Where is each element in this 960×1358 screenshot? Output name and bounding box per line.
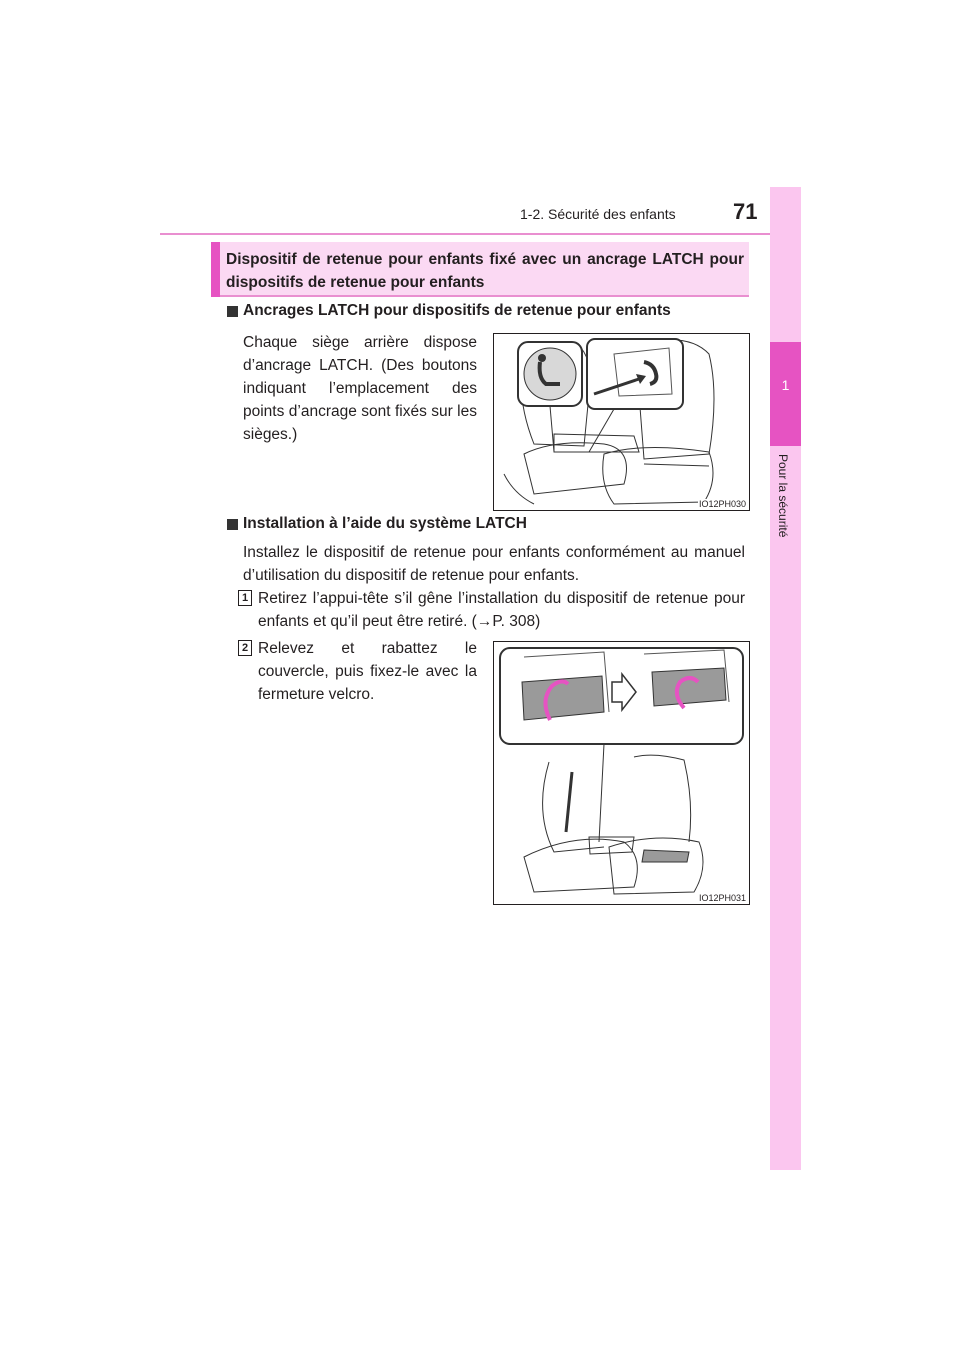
header-section-title: 1-2. Sécurité des enfants <box>520 206 676 222</box>
chapter-tab-marker <box>770 342 801 446</box>
header-divider <box>160 233 800 235</box>
step-text: Relevez et rabattez le couvercle, puis fixez-le avec la fermeture velcro. <box>258 640 477 703</box>
installation-intro: Installez le dispositif de retenue pour enfants conformément au manuel d’utilisation du dispositif de retenue pour enfants. <box>243 544 745 584</box>
chapter-number: 1 <box>781 377 790 393</box>
chapter-title: Pour la sécurité <box>776 454 790 538</box>
latch-anchor-figure <box>493 333 750 511</box>
step-text: Retirez l’appui-tête s’il gêne l’installation du dispositif de retenue pour enfants et qu’il peut être retiré. (→P. 308) <box>258 590 745 630</box>
section-title-bar <box>211 242 220 297</box>
page-number: 71 <box>733 199 758 224</box>
chapter-side-tab <box>770 187 801 1170</box>
section-title: Dispositif de retenue pour enfants fixé avec un ancrage LATCH pour dispositifs de retenue pour enfants <box>226 251 744 291</box>
anchors-heading: Ancrages LATCH pour dispositifs de retenue pour enfants <box>243 302 671 319</box>
rear-seat-latch-illustration <box>494 334 749 510</box>
anchors-text: Chaque siège arrière dispose d’ancrage LATCH. (Des boutons indiquant l’emplacement des points d’ancrage sont fixés sur les sièges.) <box>243 334 477 443</box>
figure-code: IO12PH031 <box>698 893 746 903</box>
cover-fold-illustration <box>494 642 749 904</box>
bullet-square-icon <box>227 306 238 317</box>
installation-heading: Installation à l’aide du système LATCH <box>243 515 527 532</box>
cover-fold-figure <box>493 641 750 905</box>
step-number-box: 1 <box>238 590 252 606</box>
figure-code: IO12PH030 <box>698 499 746 509</box>
bullet-square-icon <box>227 519 238 530</box>
step-number-box: 2 <box>238 640 252 656</box>
